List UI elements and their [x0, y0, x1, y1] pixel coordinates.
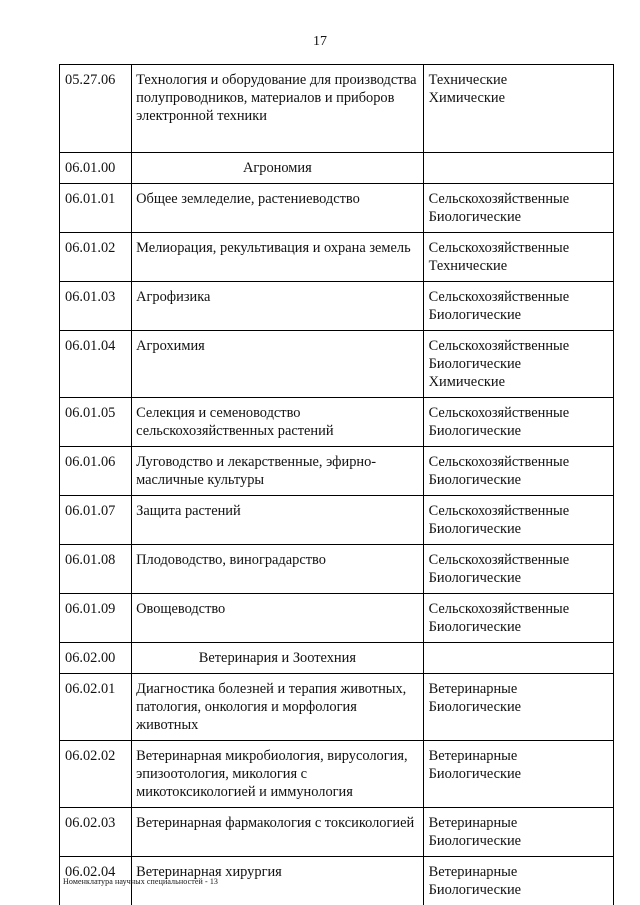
specialty-name: Общее земледелие, растениеводство	[132, 184, 424, 233]
table-row	[60, 545, 614, 594]
specialty-code: 05.27.06	[60, 65, 132, 153]
science-branch: Сельскохозяйственные	[428, 338, 570, 354]
science-branch: Биологические	[428, 307, 522, 323]
science-branches	[423, 643, 613, 674]
specialty-code: 06.01.03	[60, 282, 132, 331]
science-branch: Сельскохозяйственные	[428, 289, 570, 305]
science-branch: Биологические	[428, 472, 522, 488]
specialty-code: 06.01.09	[60, 594, 132, 643]
science-branch: Технические	[428, 258, 508, 274]
science-branch: Технические	[428, 72, 508, 88]
specialty-code: 06.02.00	[60, 643, 132, 674]
science-branch: Биологические	[428, 699, 522, 715]
science-branch: Ветеринарные	[428, 681, 518, 697]
specialty-name: Ветеринарная хирургия	[132, 857, 424, 905]
specialty-name: Овощеводство	[132, 594, 424, 643]
science-branches	[423, 496, 613, 545]
specialty-code: 06.01.00	[60, 153, 132, 184]
specialty-name: Селекция и семеноводство сельскохозяйственных растений	[132, 398, 424, 447]
science-branch: Биологические	[428, 570, 522, 586]
specialty-name: Защита растений	[132, 496, 424, 545]
science-branches	[423, 741, 613, 808]
page-number: 17	[313, 34, 327, 49]
science-branch: Биологические	[428, 209, 522, 225]
specialty-name: Технология и оборудование для производства полупроводников, материалов и приборов электронной техники	[132, 65, 424, 153]
table-row	[60, 233, 614, 282]
specialty-name: Плодоводство, виноградарство	[132, 545, 424, 594]
specialty-name: Мелиорация, рекультивация и охрана земель	[132, 233, 424, 282]
section-title: Агрономия	[132, 153, 424, 184]
specialty-name: Агрохимия	[132, 331, 424, 398]
science-branch: Биологические	[428, 833, 522, 849]
science-branch: Сельскохозяйственные	[428, 191, 570, 207]
science-branch: Сельскохозяйственные	[428, 240, 570, 256]
specialty-code: 06.01.04	[60, 331, 132, 398]
specialty-code: 06.01.02	[60, 233, 132, 282]
science-branch: Ветеринарные	[428, 748, 518, 764]
table-row	[60, 594, 614, 643]
table-row	[60, 184, 614, 233]
section-title: Ветеринария и Зоотехния	[132, 643, 424, 674]
science-branch: Биологические	[428, 356, 522, 372]
science-branches	[423, 398, 613, 447]
table-row	[60, 331, 614, 398]
specialty-name: Ветеринарная микробиология, вирусология, эпизоотология, микология с микотоксикологией и иммунология	[132, 741, 424, 808]
section-header-row	[60, 643, 614, 674]
science-branch: Ветеринарные	[428, 864, 518, 880]
science-branches	[423, 184, 613, 233]
science-branch: Химические	[428, 374, 505, 390]
specialty-code: 06.02.01	[60, 674, 132, 741]
specialty-name: Диагностика болезней и терапия животных, патология, онкология и морфология животных	[132, 674, 424, 741]
specialty-code: 06.01.06	[60, 447, 132, 496]
science-branches	[423, 282, 613, 331]
science-branch: Сельскохозяйственные	[428, 454, 570, 470]
specialties-table	[59, 64, 614, 905]
science-branch: Сельскохозяйственные	[428, 601, 570, 617]
table-row	[60, 447, 614, 496]
table-row	[60, 741, 614, 808]
science-branches	[423, 545, 613, 594]
science-branches	[423, 857, 613, 905]
specialty-code: 06.01.01	[60, 184, 132, 233]
specialties-table-body	[60, 65, 614, 905]
specialty-code: 06.01.07	[60, 496, 132, 545]
science-branch: Сельскохозяйственные	[428, 405, 570, 421]
specialty-name: Луговодство и лекарственные, эфирно-масличные культуры	[132, 447, 424, 496]
section-header-row	[60, 153, 614, 184]
science-branches	[423, 331, 613, 398]
science-branches	[423, 447, 613, 496]
table-row	[60, 282, 614, 331]
science-branch: Ветеринарные	[428, 815, 518, 831]
science-branches	[423, 233, 613, 282]
specialty-code: 06.02.02	[60, 741, 132, 808]
table-row	[60, 398, 614, 447]
science-branch: Биологические	[428, 423, 522, 439]
specialty-name: Ветеринарная фармакология с токсикологией	[132, 808, 424, 857]
table-row	[60, 496, 614, 545]
science-branch: Сельскохозяйственные	[428, 552, 570, 568]
science-branches	[423, 674, 613, 741]
table-row	[60, 674, 614, 741]
science-branch: Биологические	[428, 766, 522, 782]
science-branches	[423, 65, 613, 153]
specialty-name: Агрофизика	[132, 282, 424, 331]
science-branches	[423, 808, 613, 857]
science-branch: Биологические	[428, 882, 522, 898]
science-branch: Биологические	[428, 619, 522, 635]
science-branch: Сельскохозяйственные	[428, 503, 570, 519]
science-branches	[423, 594, 613, 643]
table-row	[60, 65, 614, 153]
specialty-code: 06.01.05	[60, 398, 132, 447]
science-branch: Химические	[428, 90, 505, 106]
specialty-code: 06.02.03	[60, 808, 132, 857]
specialty-code: 06.01.08	[60, 545, 132, 594]
page-footer: Номенклатура научных специальностей - 13	[63, 877, 219, 886]
table-row	[60, 808, 614, 857]
specialty-code: 06.02.04	[60, 857, 132, 905]
science-branches	[423, 153, 613, 184]
science-branch: Биологические	[428, 521, 522, 537]
